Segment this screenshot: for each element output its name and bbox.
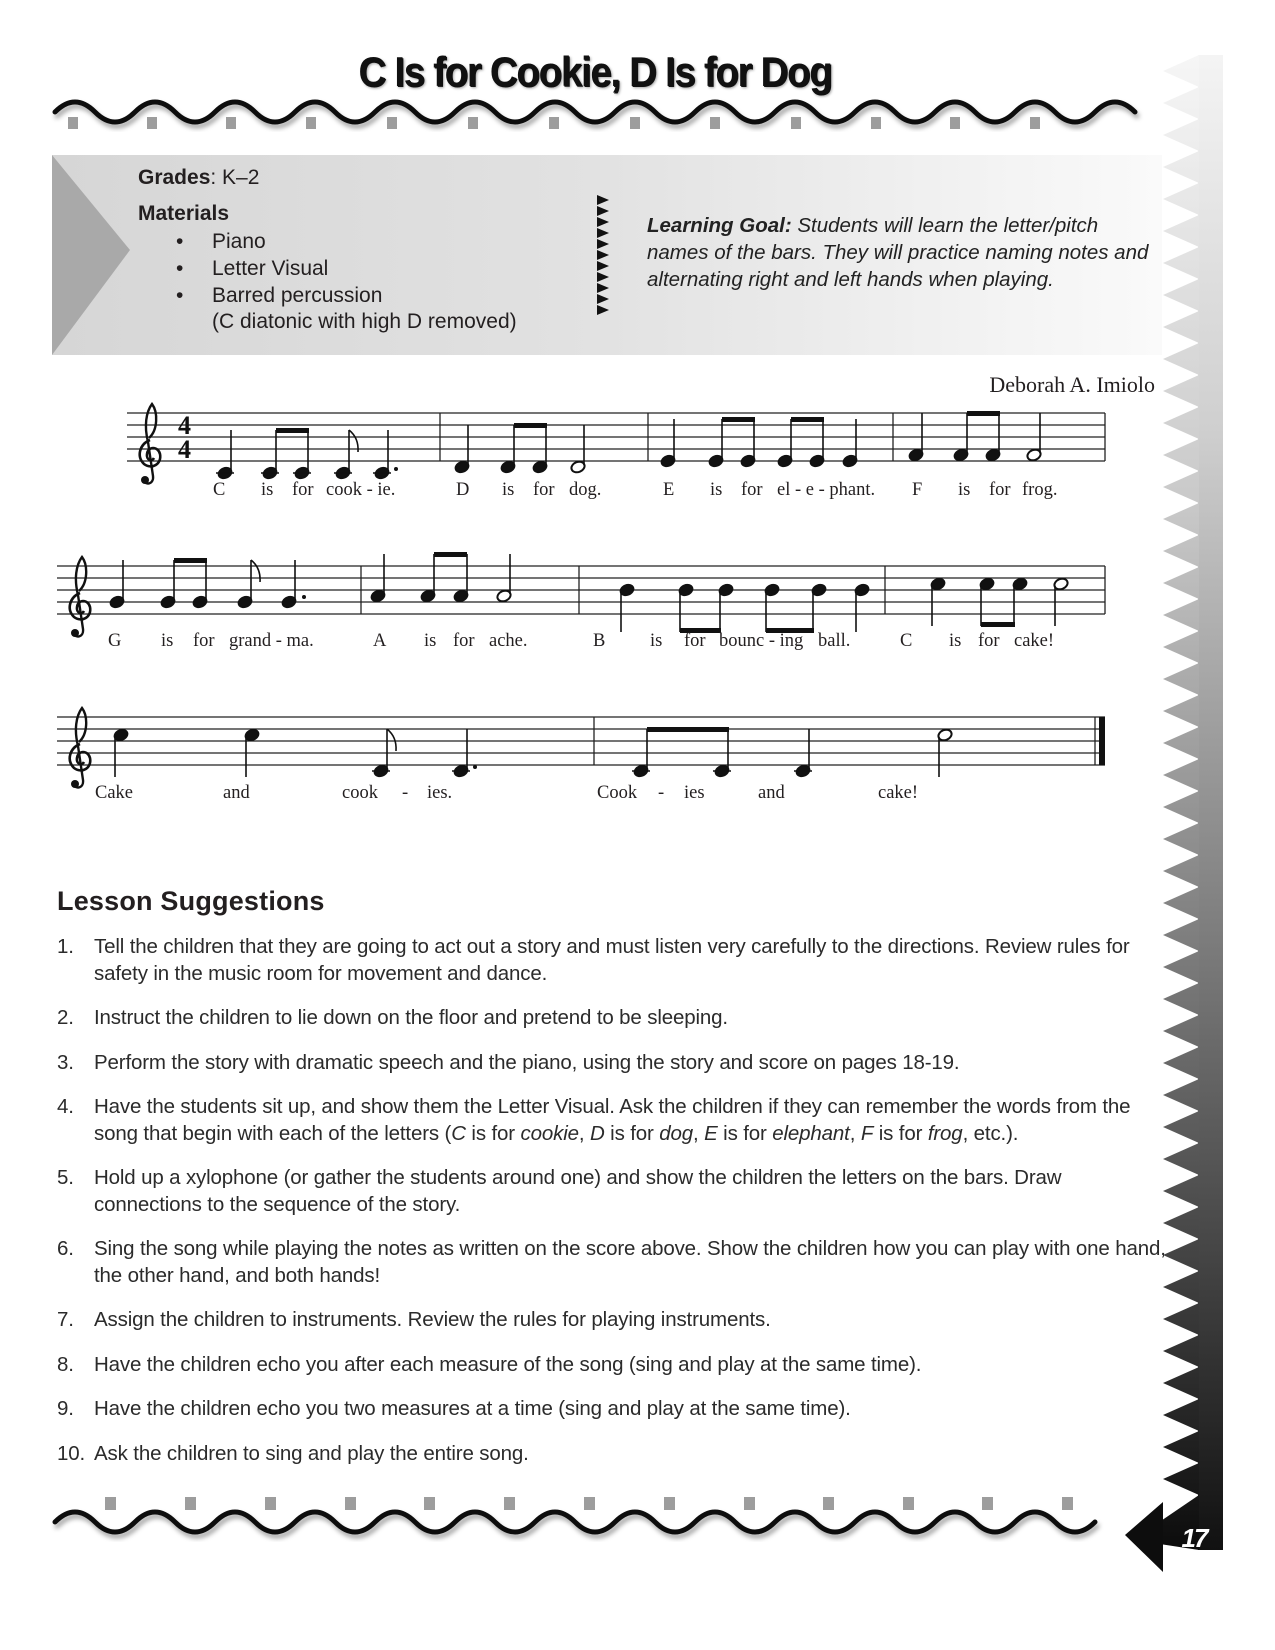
lesson-step — [57, 1307, 1167, 1334]
step-text: Tell the children that they are going to act out a story and must listen very carefully to the directions. Review rules for safety in the music room for movement and dance. — [94, 935, 1130, 985]
grades-value: : K–2 — [210, 166, 260, 189]
step-text: Instruct the children to lie down on the floor and pretend to be sleeping. — [94, 1006, 728, 1029]
lyric-syllable: is — [161, 631, 174, 651]
lyric-syllable: is — [424, 631, 437, 651]
learning-goal-label: Learning Goal: — [647, 214, 792, 237]
lyric-syllable: is — [710, 480, 723, 500]
material-label: Letter Visual — [212, 257, 329, 280]
lyric-syllable: - — [402, 783, 409, 803]
lesson-step — [57, 1165, 1167, 1218]
lyric-syllable: cook - ie. — [326, 480, 396, 500]
bullet-icon: • — [176, 230, 184, 253]
lyric-syllable: F — [912, 480, 923, 500]
lyric-syllable: ies. — [427, 783, 453, 803]
step-text: Have the students sit up, and show them the Letter Visual. Ask the children if they can remember the words from the song that begin with each of the letters (C is for cookie, D is for dog, E is for elephant, F is for frog, etc.). — [94, 1095, 1131, 1145]
lyric-syllable: E — [663, 480, 675, 500]
step-number: 9. — [57, 1397, 74, 1420]
step-number: 8. — [57, 1352, 74, 1376]
svg-text:4: 4 — [178, 411, 191, 440]
step-number: 6. — [57, 1237, 74, 1260]
step-text: Assign the children to instruments. Review the rules for playing instruments. — [94, 1308, 771, 1331]
lesson-steps-list — [57, 934, 1167, 1485]
step-text: Sing the song while playing the notes as written on the score above. Show the children how you can play with one hand, the other hand, and both hands! — [94, 1237, 1166, 1287]
lyric-syllable: bounc - ing — [719, 631, 804, 651]
lyric-syllable: Cook — [597, 783, 638, 803]
lyric-syllable: G — [108, 631, 122, 651]
step-number: 2. — [57, 1006, 74, 1029]
step-number: 5. — [57, 1166, 74, 1189]
lesson-step — [57, 934, 1167, 987]
step-number: 1. — [57, 935, 74, 958]
page-number: 17 — [1181, 1523, 1207, 1553]
lyric-syllable: is — [958, 480, 971, 500]
lyric-syllable: and — [758, 783, 785, 803]
lyric-syllable: C — [900, 631, 913, 651]
composer: Deborah A. Imiolo — [989, 372, 1155, 397]
step-number: 7. — [57, 1308, 74, 1331]
lesson-suggestions-heading: Lesson Suggestions — [57, 886, 325, 916]
lesson-step — [57, 1396, 1167, 1423]
edge-triangles — [1163, 55, 1223, 1550]
step-number: 3. — [57, 1050, 74, 1074]
materials-label: Materials — [138, 202, 230, 225]
lyric-syllable: for — [978, 631, 1000, 651]
lyric-syllable: C — [213, 480, 226, 500]
lesson-step — [57, 1236, 1167, 1289]
lyric-syllable: cook — [342, 783, 378, 803]
lyric-syllable: dog. — [569, 480, 602, 500]
lyric-syllable: cake! — [878, 783, 919, 803]
material-label: Piano — [212, 230, 266, 253]
materials-note: (C diatonic with high D removed) — [212, 310, 517, 333]
grades-label: Grades — [138, 166, 211, 189]
lyric-syllable: ies — [684, 783, 705, 803]
lyric-syllable: frog. — [1022, 480, 1058, 500]
lesson-step — [57, 1352, 1167, 1379]
step-text: Ask the children to sing and play the entire song. — [94, 1441, 529, 1465]
lyric-syllable: Cake — [95, 783, 134, 803]
step-text: Have the children echo you after each measure of the song (sing and play at the same time). — [94, 1352, 922, 1376]
lyric-syllable: for — [989, 480, 1011, 500]
lyric-syllable: D — [456, 480, 470, 500]
step-number: 10. — [57, 1441, 86, 1465]
staff-system-3 — [57, 717, 1105, 765]
music-score — [0, 0, 1160, 840]
lyric-syllable: is — [502, 480, 515, 500]
wavy-border-bottom — [50, 1492, 1110, 1542]
lyric-syllable: el - e - phant. — [777, 480, 876, 500]
step-text: Hold up a xylophone (or gather the students around one) and show the children the letters on the bars. Draw connections to the sequence of the story. — [94, 1166, 1062, 1216]
lyric-syllable: A — [373, 631, 387, 651]
page-title: C Is for Cookie, D Is for Dog — [358, 48, 832, 95]
lyric-syllable: - — [658, 783, 665, 803]
lyric-syllable: for — [453, 631, 475, 651]
svg-text:4: 4 — [178, 435, 191, 464]
lyric-syllable: is — [261, 480, 274, 500]
lesson-step — [57, 1050, 1167, 1077]
lyric-syllable: for — [533, 480, 555, 500]
material-label: Barred percussion — [212, 284, 383, 307]
lyric-syllable: and — [223, 783, 250, 803]
lyric-syllable: ball. — [818, 631, 851, 651]
lyric-syllable: ache. — [489, 631, 528, 651]
lyric-syllable: for — [741, 480, 763, 500]
step-number: 4. — [57, 1095, 74, 1118]
lesson-step — [57, 1005, 1167, 1032]
lyric-syllable: grand - ma. — [229, 631, 314, 651]
lyric-syllable: is — [650, 631, 663, 651]
step-text: Perform the story with dramatic speech and the piano, using the story and score on pages 18-19. — [94, 1050, 960, 1074]
bullet-icon: • — [176, 257, 184, 280]
lesson-step — [57, 1441, 1167, 1468]
step-text: Have the children echo you two measures at a time (sing and play at the same time). — [94, 1397, 851, 1420]
staff-system-2 — [57, 566, 1105, 614]
bullet-icon: • — [176, 284, 184, 307]
lyric-syllable: B — [593, 631, 606, 651]
lyric-syllable: for — [292, 480, 314, 500]
lyric-syllable: for — [193, 631, 215, 651]
lyric-syllable: for — [684, 631, 706, 651]
lyric-syllable: is — [949, 631, 962, 651]
lesson-step — [57, 1094, 1167, 1147]
learning-goal-text: Students will learn the letter/pitch names of the bars. They will practice naming notes and alternating right and left hands when playing. — [647, 214, 1149, 291]
lyric-syllable: cake! — [1014, 631, 1055, 651]
